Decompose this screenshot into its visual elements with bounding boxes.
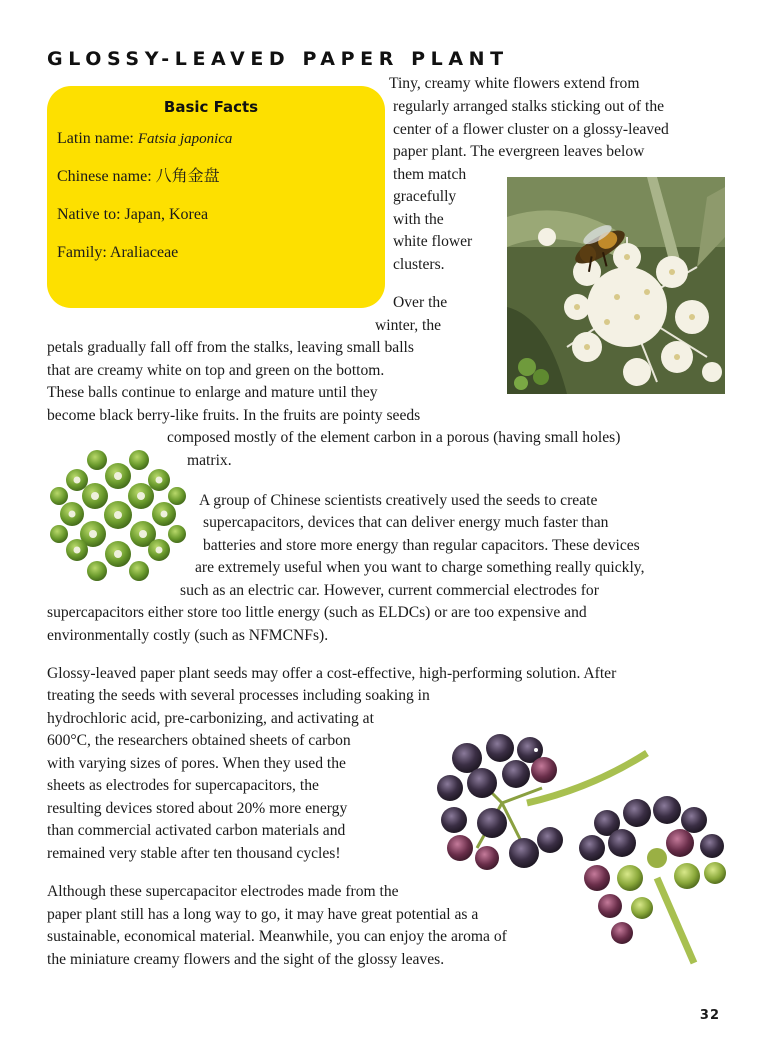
text-line: Over the — [393, 294, 448, 311]
text-line: Glossy-leaved paper plant seeds may offer a cost-effective, high-performing solution. After — [47, 665, 617, 682]
text-line: clusters. — [393, 256, 445, 273]
latin-name-value: Fatsia japonica — [137, 131, 233, 147]
green-fruit-cluster-image — [47, 444, 189, 586]
text-line: supercapacitors either store too little energy (such as ELDCs) or are too expensive and — [47, 604, 587, 621]
text-line: with the — [393, 211, 444, 228]
basic-facts-heading: Basic Facts — [163, 98, 259, 116]
family: Family: Araliaceae — [57, 244, 179, 261]
text-line: are extremely useful when you want to charge something really quickly, — [195, 559, 645, 576]
text-line: paper plant still has a long way to go, it may have great potential as a — [47, 906, 479, 923]
text-line: treating the seeds with several processes including soaking in — [47, 687, 430, 704]
text-line: than commercial activated carbon materials and — [47, 822, 346, 839]
chinese-name-value: 八角金盘 — [155, 168, 220, 185]
text-line: winter, the — [375, 317, 442, 334]
text-line: petals gradually fall off from the stalks, leaving small balls — [47, 339, 414, 356]
text-line: them match — [393, 166, 467, 183]
text-line: supercapacitors, devices that can deliver energy much faster than — [203, 514, 609, 531]
text-line: sustainable, economical material. Meanwhile, you can enjoy the aroma of — [47, 928, 507, 945]
text-line: that are creamy white on top and green on the bottom. — [47, 362, 385, 379]
native-to: Native to: Japan, Korea — [57, 206, 209, 223]
text-line: paper plant. The evergreen leaves below — [393, 143, 645, 160]
text-line: These balls continue to enlarge and mature until they — [47, 384, 378, 401]
text-line: Tiny, creamy white flowers extend from — [389, 75, 640, 92]
latin-name-label: Latin name: — [57, 130, 138, 147]
text-line: with varying sizes of pores. When they used the — [47, 755, 346, 772]
page-number: 32 — [699, 1008, 720, 1023]
text-line: remained very stable after ten thousand cycles! — [47, 845, 341, 862]
flower-cluster-photo — [507, 177, 725, 394]
text-line: become black berry-like fruits. In the fruits are pointy seeds — [47, 407, 421, 424]
text-line: center of a flower cluster on a glossy-leaved — [393, 121, 669, 138]
text-line: Although these supercapacitor electrodes made from the — [47, 883, 399, 900]
text-line: A group of Chinese scientists creatively used the seeds to create — [199, 492, 598, 509]
text-line: such as an electric car. However, current commercial electrodes for — [180, 582, 599, 599]
text-line: white flower — [393, 233, 473, 250]
text-line: environmentally costly (such as NFMCNFs). — [47, 627, 329, 644]
text-line: hydrochloric acid, pre-carbonizing, and activating at — [47, 710, 374, 727]
text-line: 600°C, the researchers obtained sheets of carbon — [47, 732, 351, 749]
text-line: matrix. — [187, 452, 232, 469]
text-line: batteries and store more energy than regular capacitors. These devices — [203, 537, 640, 554]
text-line: gracefully — [393, 188, 457, 205]
text-line: sheets as electrodes for supercapacitors, the — [47, 777, 319, 794]
basic-facts-box — [47, 86, 385, 308]
text-line: the miniature creamy flowers and the sight of the glossy leaves. — [47, 951, 445, 968]
text-line: composed mostly of the element carbon in a porous (having small holes) — [167, 429, 621, 446]
chinese-name — [57, 166, 375, 188]
latin-name — [57, 128, 375, 150]
text-line: resulting devices stored about 20% more energy — [47, 800, 348, 817]
page-title: GLOSSY-LEAVED PAPER PLANT — [47, 48, 509, 70]
text-line: regularly arranged stalks sticking out of the — [393, 98, 665, 115]
chinese-name-label: Chinese name: — [57, 168, 156, 185]
